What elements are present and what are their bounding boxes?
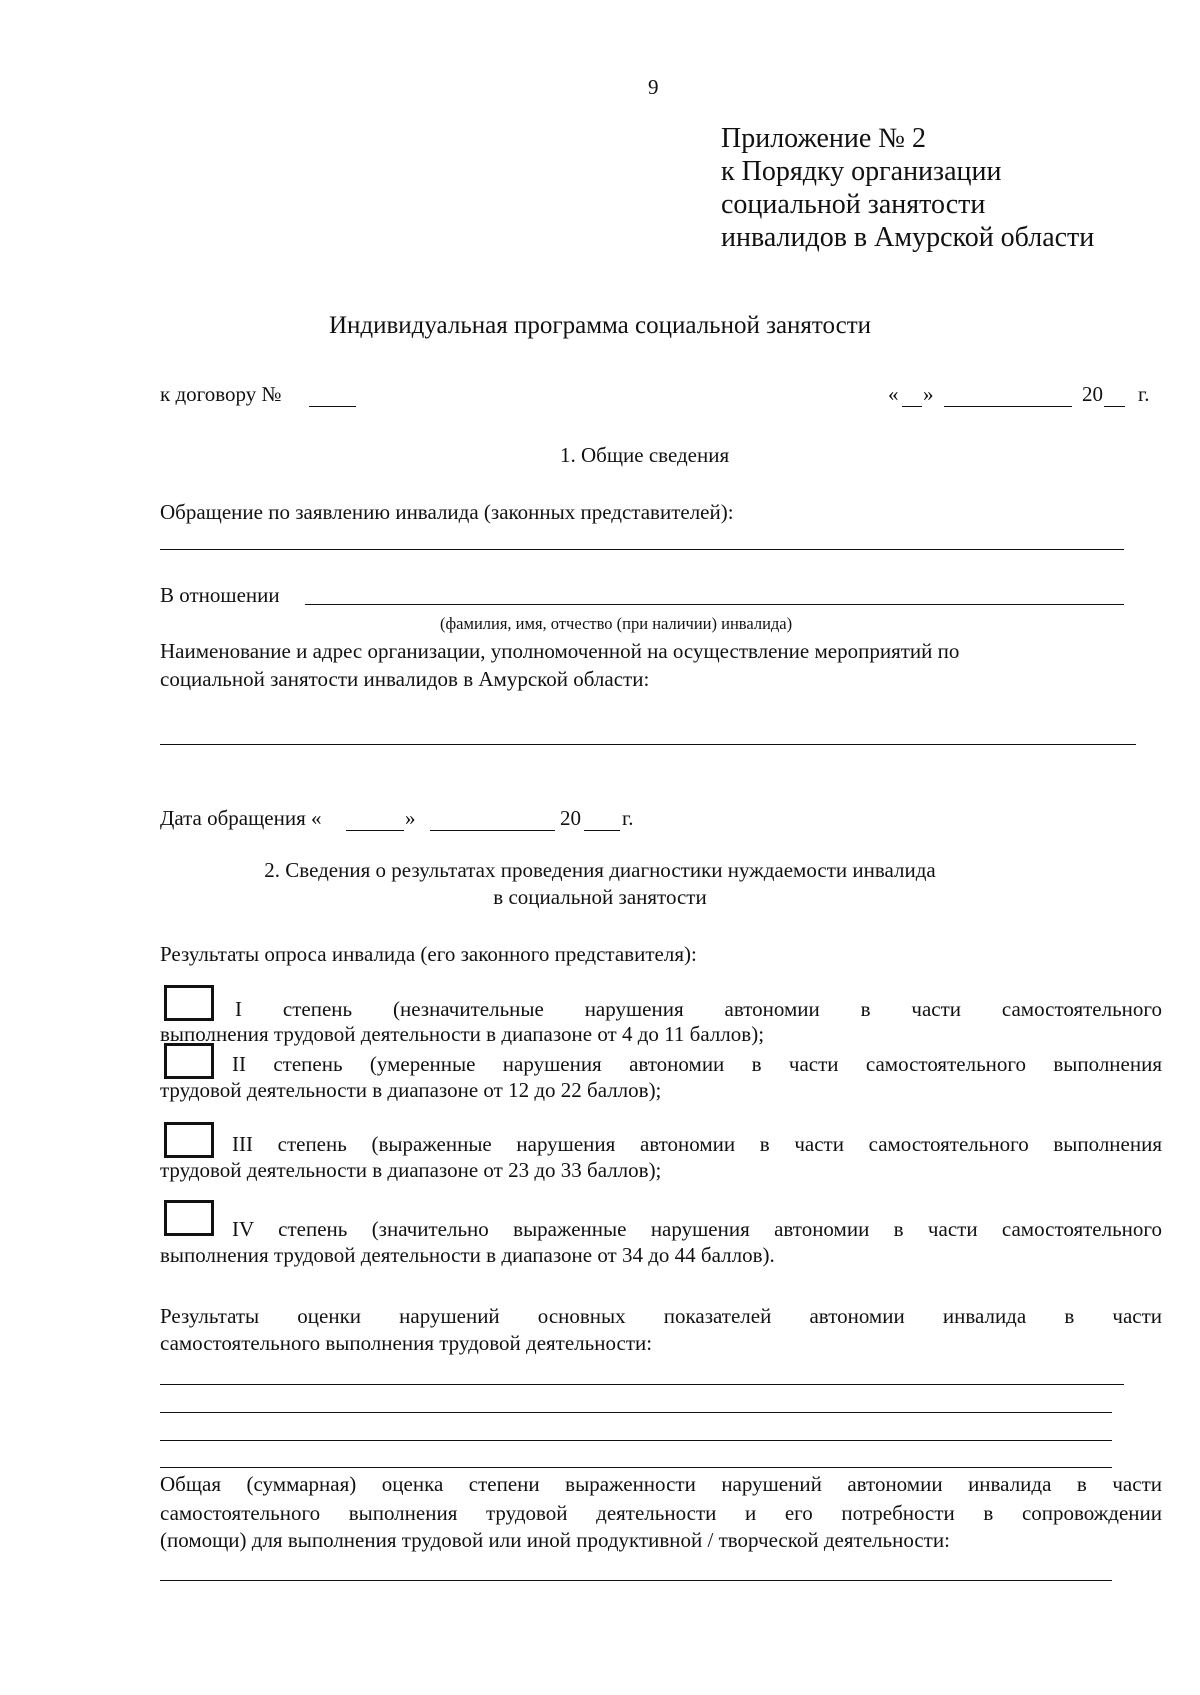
regarding-field[interactable] <box>305 604 1124 605</box>
degree-1-line-1: I степень (незначительные нарушения автономии в части самостоятельного <box>235 997 1162 1021</box>
appendix-line-3: социальной занятости <box>721 189 986 220</box>
organization-field[interactable] <box>160 744 1136 745</box>
contract-date-close-quote: » <box>923 382 934 406</box>
summary-line-1: Общая (суммарная) оценка степени выраженности нарушений автономии инвалида в части <box>160 1472 1162 1496</box>
contract-day-field[interactable] <box>902 406 922 407</box>
degree-2-text <box>160 1050 1162 1079</box>
appeal-label: Обращение по заявлению инвалида (законных представителей): <box>160 500 734 524</box>
regarding-label: В отношении <box>160 583 280 607</box>
regarding-caption: (фамилия, имя, отчество (при наличии) инвалида) <box>440 614 793 633</box>
assessment-field-2[interactable] <box>160 1412 1112 1413</box>
appeal-field[interactable] <box>160 549 1124 550</box>
assessment-line-2: самостоятельного выполнения трудовой деятельности: <box>160 1331 653 1355</box>
appendix-line-2: к Порядку организации <box>721 156 1002 187</box>
assessment-field-3[interactable] <box>160 1440 1112 1441</box>
appeal-date-label: Дата обращения « <box>160 806 322 830</box>
appeal-day-field[interactable] <box>346 830 404 831</box>
summary-field[interactable] <box>160 1580 1112 1581</box>
contract-year-suffix: г. <box>1138 382 1150 406</box>
appeal-month-field[interactable] <box>430 830 555 831</box>
appendix-line-4: инвалидов в Амурской области <box>721 222 1095 253</box>
contract-month-field[interactable] <box>944 406 1072 407</box>
assessment-line-1: Результаты оценки нарушений основных показателей автономии инвалида в части <box>160 1304 1162 1328</box>
degree-2-line-2: трудовой деятельности в диапазоне от 12 до 22 баллов); <box>160 1078 662 1102</box>
section2-heading-line-2: в социальной занятости <box>493 885 707 909</box>
assessment-field-1[interactable] <box>160 1384 1124 1385</box>
appeal-date-close-quote: » <box>405 806 416 830</box>
appeal-year-prefix: 20 <box>560 806 581 830</box>
contract-date-open-quote: « <box>888 382 899 406</box>
document-title: Индивидуальная программа социальной занятости <box>328 312 872 339</box>
degree-1-line-2: выполнения трудовой деятельности в диапазоне от 4 до 11 баллов); <box>160 1022 765 1046</box>
contract-year-field[interactable] <box>1104 406 1125 407</box>
degree-2-line-1: II степень (умеренные нарушения автономии в части самостоятельного выполнения <box>232 1052 1162 1076</box>
degree-1-text <box>160 995 1162 1024</box>
page-number: 9 <box>648 75 659 99</box>
summary-text <box>160 1470 1162 1528</box>
appeal-year-field[interactable] <box>584 830 620 831</box>
contract-label: к договору № <box>160 382 282 406</box>
section2-heading-line-1: 2. Сведения о результатах проведения диагностики нуждаемости инвалида <box>264 858 936 882</box>
degree-4-line-1: IV степень (значительно выраженные нарушения автономии в части самостоятельного <box>232 1217 1162 1241</box>
degree-3-line-1: III степень (выраженные нарушения автономии в части самостоятельного выполнения <box>232 1132 1162 1156</box>
appeal-year-suffix: г. <box>622 806 634 830</box>
contract-number-field[interactable] <box>309 406 356 407</box>
organization-label-line-1: Наименование и адрес организации, уполномоченной на осуществление мероприятий по <box>160 639 960 663</box>
summary-line-3: (помощи) для выполнения трудовой или иной продуктивной / творческой деятельности: <box>160 1528 950 1552</box>
degree-3-text <box>160 1130 1162 1159</box>
section1-heading: 1. Общие сведения <box>560 443 730 467</box>
organization-label-line-2: социальной занятости инвалидов в Амурской области: <box>160 667 650 691</box>
assessment-text <box>160 1302 1162 1331</box>
degree-4-text <box>160 1215 1162 1244</box>
degree-3-line-2: трудовой деятельности в диапазоне от 23 до 33 баллов); <box>160 1158 662 1182</box>
assessment-field-4[interactable] <box>160 1467 1112 1468</box>
degree-4-line-2: выполнения трудовой деятельности в диапазоне от 34 до 44 баллов). <box>160 1243 775 1267</box>
appendix-line-1: Приложение № 2 <box>721 123 926 154</box>
survey-label: Результаты опроса инвалида (его законного представителя): <box>160 942 697 966</box>
contract-year-prefix: 20 <box>1082 382 1103 406</box>
summary-line-2: самостоятельного выполнения трудовой деятельности и его потребности в сопровождении <box>160 1501 1162 1525</box>
